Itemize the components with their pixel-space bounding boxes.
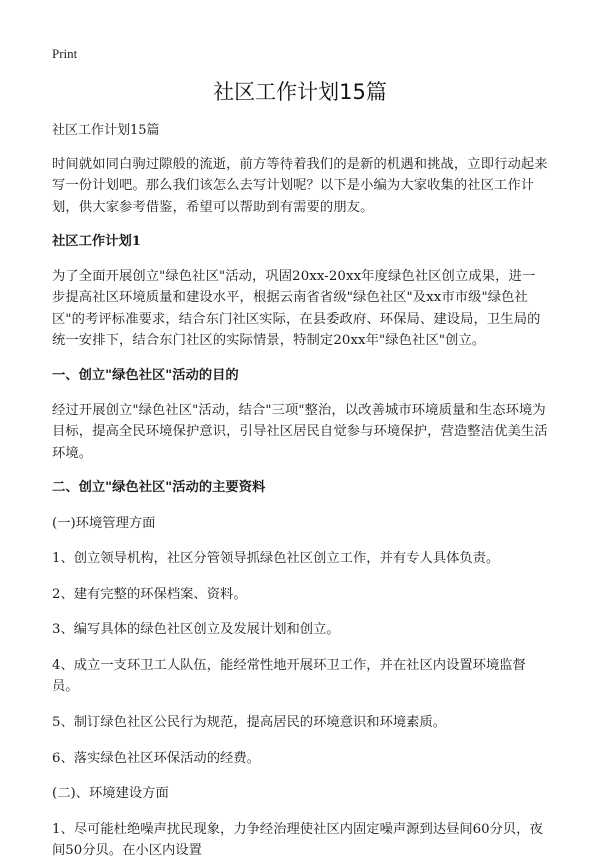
purpose-paragraph: 经过开展创立"绿色社区"活动，结合"三项"整治，以改善城市环境质量和生态环境为目标，提高全民环境保护意识，引导社区居民自觉参与环境保护，营造整洁优美生活环境。 [52,402,548,461]
list-item: 1、尽可能杜绝噪声扰民现象，力争经治理使社区内固定噪声源到达昼间60分贝，夜间50分贝。在小区内设置 [52,821,543,859]
intro-paragraph: 时间就如同白驹过隙般的流逝，前方等待着我们的是新的机遇和挑战，立即行动起来写一份计划吧。那么我们该怎么去写计划呢？以下是小编为大家收集的社区工作计划，供大家参考借鉴，希望可以帮助到有需要的朋友。 [52,156,548,215]
print-link[interactable]: Print [52,46,78,61]
section-1-paragraph: 为了全面开展创立"绿色社区"活动，巩固20xx-20xx年度绿色社区创立成果，进一步提高社区环境质量和建设水平，根据云南省省级"绿色社区"及xx市市级"绿色社区"的考评标准要求，结合东门社区实际，在县委政府、环保局、建设局，卫生局的统一安排下，结合东门社区的实际情景，特制定20xx年"绿色社区"创立。 [52,268,541,349]
subheading-environment-construction: (二)、环境建设方面 [52,786,169,802]
document-title: 社区工作计划15篇 [213,80,387,104]
list-item: 2、建有完整的环保档案、资料。 [52,586,247,602]
list-item: 6、落实绿色社区环保活动的经费。 [52,750,260,766]
list-item: 4、成立一支环卫工人队伍，能经常性地开展环卫工作，并在社区内设置环境监督员。 [52,657,526,695]
list-item: 5、制订绿色社区公民行为规范，提高居民的环境意识和环境素质。 [52,715,447,731]
heading-purpose: 一、创立"绿色社区"活动的目的 [52,368,239,384]
document-subtitle: 社区工作计划15篇 [52,123,160,139]
section-heading-plan-1: 社区工作计划1 [52,234,142,250]
subheading-environment-management: (一)环境管理方面 [52,515,156,531]
heading-main-content: 二、创立"绿色社区"活动的主要资料 [52,480,266,496]
list-item: 1、创立领导机构，社区分管领导抓绿色社区创立工作，并有专人具体负责。 [52,551,500,567]
list-item: 3、编写具体的绿色社区创立及发展计划和创立。 [52,622,340,638]
